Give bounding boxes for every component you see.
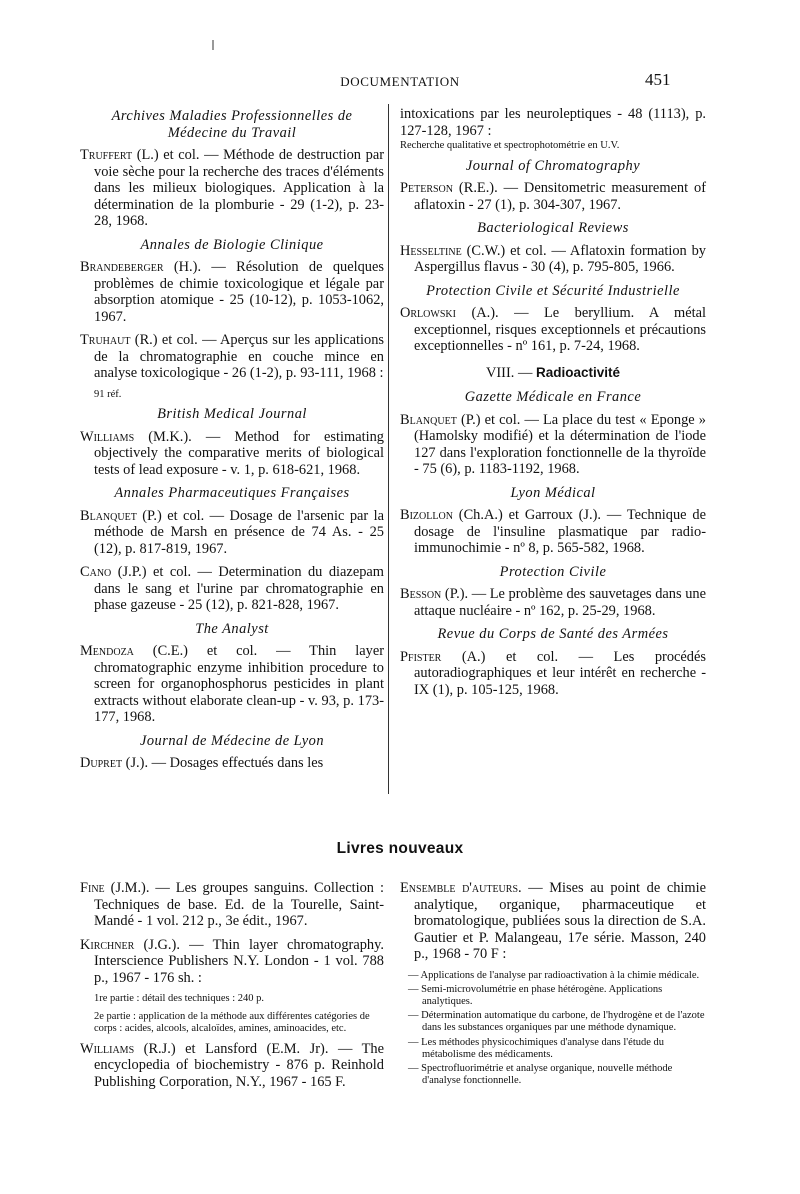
bibliography-entry — [80, 147, 384, 230]
entry-text: (J.P.) et col. — Determination du diazepam dans le sang et l'urine par chromatographie en phase gazeuse - 25 (12), p. 821-828, 1967. — [94, 564, 384, 613]
entry-author: Fine — [80, 880, 105, 896]
entry-text: (P.). — Le problème des sauvetages dans une attaque nucléaire - nº 162, p. 25-29, 1968. — [414, 586, 706, 619]
entry-text: (Ch.A.) et Garroux (J.). — Technique de dosage de l'insuline plasmatique par radio-immunochimie - nº 8, p. 565-582, 1968. — [414, 507, 706, 556]
journal-heading: Bacteriological Reviews — [477, 220, 629, 236]
books-left-column — [80, 880, 384, 1097]
entry-author: Truffert — [80, 147, 133, 163]
journal-heading: Archives Maladies Professionnelles de Médecine du Travail — [111, 108, 353, 141]
book-contents-item: — Semi-microvolumétrie en phase hétérogène. Applications analytiques. — [400, 984, 706, 1008]
continued-entry: intoxications par les neuroleptiques - 48 (1113), p. 127-128, 1967 : — [400, 106, 706, 139]
journal-heading: Annales de Biologie Clinique — [140, 236, 324, 253]
entry-text: (R.J.) et Lansford (E.M. Jr). — The encyclopedia of biochemistry - 876 p. Reinhold Publishing Corporation, N.Y., 1967 - 165 F. — [94, 1040, 384, 1090]
book-contents-item: — Applications de l'analyse par radioactivation à la chimie médicale. — [400, 970, 706, 982]
journal-heading: Annales Pharmaceutiques Françaises — [114, 485, 350, 501]
book-entry — [400, 880, 706, 963]
right-entries-after-section — [400, 389, 706, 698]
right-entries-before-section — [400, 158, 706, 355]
entry-author: Besson — [400, 586, 442, 602]
book-contents-item: — Les méthodes physicochimiques d'analyse dans l'étude du métabolisme des médicaments. — [400, 1037, 706, 1061]
entry-text: (R.E.). — Densitometric measurement of aflatoxin - 27 (1), p. 304-307, 1967. — [414, 180, 706, 213]
entry-text: (J.M.). — Les groupes sanguins. Collection : Techniques de base. Ed. de la Tourelle, Saint-Mandé - 1 vol. 212 p., 3e édit., 1967. — [94, 880, 384, 929]
entry-author: Peterson — [400, 180, 454, 196]
journal-heading: Lyon Médical — [510, 484, 596, 501]
section-title: Radioactivité — [535, 364, 620, 380]
entry-text: (J.G.). — Thin layer chromatography. Interscience Publishers N.Y. London - 1 vol. 788 p., 1967 - 176 sh. : — [94, 936, 384, 986]
entry-text: (C.W.) et col. — Aflatoxin formation by Aspergillus flavus - 30 (4), p. 795-805, 1966. — [414, 242, 706, 275]
bibliography-entry — [400, 243, 706, 276]
entry-author: Pfister — [400, 648, 442, 665]
scan-mark — [212, 40, 214, 50]
entry-author: Williams — [80, 1040, 135, 1057]
entry-text: (M.K.). — Method for estimating objectively the comparative merits of biological tests of lead exposure - v. 1, p. 618-621, 1968. — [94, 428, 384, 478]
book-contents-item: — Spectrofluorimétrie et analyse organique, nouvelle méthode d'analyse fonctionnelle. — [400, 1063, 706, 1087]
journal-heading: Revue du Corps de Santé des Armées — [437, 626, 669, 642]
left-column — [80, 108, 384, 779]
journal-heading: British Medical Journal — [157, 406, 307, 422]
entry-author: Bizollon — [400, 507, 453, 523]
journal-heading: Journal of Chromatography — [465, 157, 641, 174]
book-description: . — Mises au point de chimie analytique, organique, pharmaceutique et bromatologique, publiées sous la direction de S.A. Gautier et P. Malangeau, 17e série. Masson, 240 p., 1968 - 70 F : — [414, 880, 706, 962]
entry-text: (L.) et col. — Méthode de destruction par voie sèche pour la recherche des traces d'éléments dans les milieux biologiques. Application à la détermination de la plomburie - 29 (1-2), p. 23-28, 1968. — [94, 147, 384, 229]
entry-author: Blanquet — [400, 411, 457, 428]
entry-text: (A.). — Le beryllium. A métal exceptionnel, risques exceptionnels et précautions exceptionnelles - nº 161, p. 7-24, 1968. — [414, 305, 706, 354]
bibliography-entry — [80, 643, 384, 726]
entry-author: Truhaut — [80, 332, 131, 348]
page-number: 451 — [645, 70, 671, 89]
entry-author: Kirchner — [80, 936, 135, 953]
entry-note: 91 réf. — [94, 388, 122, 400]
journal-heading: Gazette Médicale en France — [464, 389, 642, 405]
books-right-column — [400, 880, 706, 1089]
entry-author: Orlowski — [400, 305, 456, 321]
journal-heading: Protection Civile et Sécurité Industrielle — [426, 282, 680, 299]
section-heading — [400, 365, 706, 382]
column-divider — [388, 104, 389, 794]
entry-text: (P.) et col. — Dosage de l'arsenic par la méthode de Marsh en présence de 74 As. - 25 (12), p. 817-819, 1967. — [94, 507, 384, 557]
bibliography-entry — [80, 1041, 384, 1091]
entry-note: 1re partie : détail des techniques : 240 p. — [94, 993, 264, 1004]
entry-author: Hesseltine — [400, 242, 462, 259]
bibliography-entry — [80, 429, 384, 479]
book-contents-list — [400, 970, 706, 1088]
entry-author: Mendoza — [80, 643, 134, 659]
bibliography-entry — [400, 586, 706, 619]
book-contents-item: — Détermination automatique du carbone, de l'hydrogène et de l'azote dans les substances organiques par une méthode dynamique. — [400, 1010, 706, 1034]
bibliography-entry — [80, 508, 384, 558]
continued-entry-note: Recherche qualitative et spectrophotométrie en U.V. — [400, 140, 620, 151]
entry-text: (H.). — Résolution de quelques problèmes de chimie toxicologique et légale par absorption atomique - 25 (10-12), p. 1053-1062, 1967. — [94, 259, 384, 325]
bibliography-entry — [400, 180, 706, 213]
entry-text: (R.) et col. — Aperçus sur les applications de la chromatographie en couche mince en analyse toxicologique - 26 (1-2), p. 93-111, 1968 : — [94, 332, 384, 381]
book-author: Ensemble d'auteurs — [400, 880, 519, 896]
livres-nouveaux-heading: Livres nouveaux — [336, 840, 464, 857]
entry-text: (J.). — Dosages effectués dans les — [122, 755, 324, 771]
bibliography-entry — [80, 259, 384, 325]
bibliography-entry — [400, 507, 706, 557]
bibliography-entry — [80, 332, 384, 382]
right-column — [400, 106, 706, 705]
entry-author: Brandeberger — [80, 259, 164, 275]
entry-text: (P.) et col. — La place du test « Eponge » (Hamolsky modifié) et la détermination de l'iode 127 dans l'exploration fonctionnelle de la thyroïde - 75 (6), p. 1183-1192, 1968. — [414, 411, 706, 477]
journal-heading: Journal de Médecine de Lyon — [139, 732, 325, 749]
running-title: DOCUMENTATION — [340, 74, 460, 89]
entry-author: Dupret — [80, 755, 123, 771]
entry-author: Williams — [80, 428, 135, 445]
entry-author: Cano — [80, 564, 112, 580]
entry-note: 2e partie : application de la méthode aux différentes catégories de corps : acides, alcools, alcaloïdes, amines, aminoacides, etc. — [94, 1010, 370, 1034]
entry-author: Blanquet — [80, 507, 137, 524]
bibliography-entry — [400, 412, 706, 478]
bibliography-entry — [80, 564, 384, 614]
journal-heading: The Analyst — [195, 620, 269, 637]
journal-heading: Protection Civile — [499, 563, 607, 580]
bibliography-entry — [80, 755, 384, 772]
entry-text: (A.) et col. — Les procédés autoradiographiques et leur intérêt en recherche - IX (1), p. 105-125, 1968. — [414, 648, 706, 698]
bibliography-entry — [80, 937, 384, 987]
bibliography-entry — [400, 305, 706, 355]
bibliography-entry — [400, 649, 706, 699]
bibliography-entry — [80, 880, 384, 930]
section-number: VIII. — — [486, 364, 533, 381]
entry-text: (C.E.) et col. — Thin layer chromatographic enzyme inhibition procedure to screen for organophosphorus pesticides in plant extracts without elaborate clean-up - v. 93, p. 173-177, 1968. — [94, 643, 384, 725]
